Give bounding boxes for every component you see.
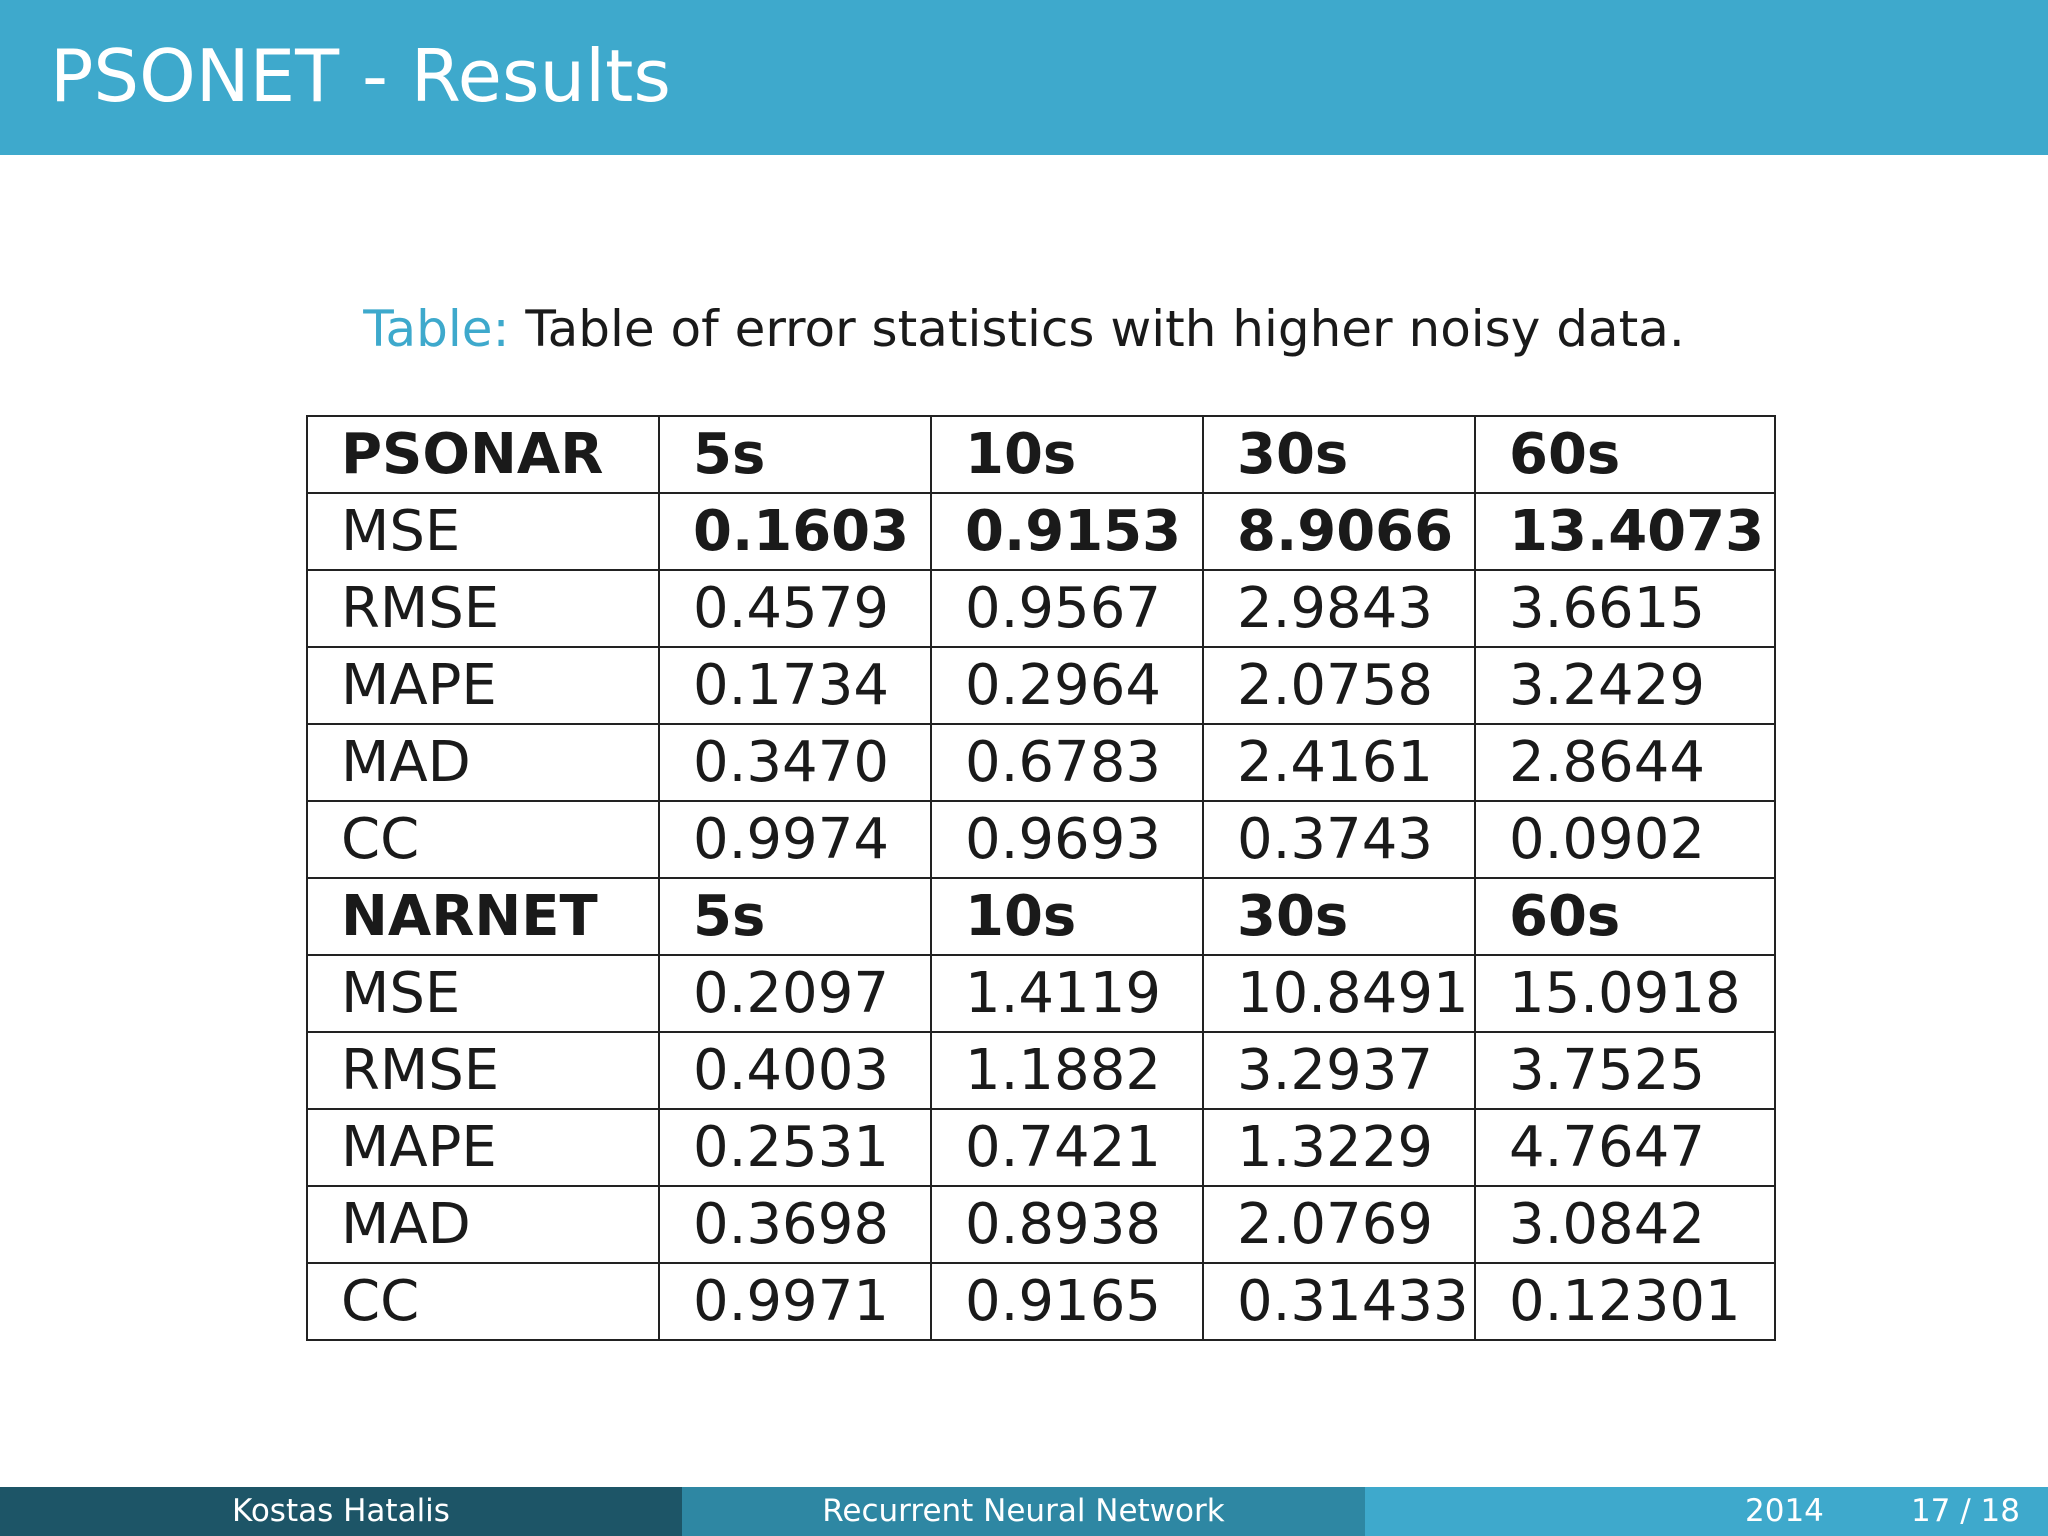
table-cell: 0.6783 — [931, 724, 1203, 801]
table-cell: 2.8644 — [1475, 724, 1775, 801]
table-row — [307, 955, 1775, 1032]
table-cell: 0.3743 — [1203, 801, 1475, 878]
column-header: 10s — [931, 878, 1203, 955]
table-cell: 0.2531 — [659, 1109, 931, 1186]
table-cell: 1.3229 — [1203, 1109, 1475, 1186]
metric-label: MAPE — [307, 647, 659, 724]
table-row — [307, 724, 1775, 801]
table-row — [307, 1032, 1775, 1109]
page-number: 17 / 18 — [1910, 1493, 2020, 1529]
footer-info — [1365, 1487, 2048, 1536]
table-cell: 15.0918 — [1475, 955, 1775, 1032]
table-cell: 0.7421 — [931, 1109, 1203, 1186]
table-cell: 10.8491 — [1203, 955, 1475, 1032]
table-cell: 0.3698 — [659, 1186, 931, 1263]
table-cell: 0.9567 — [931, 570, 1203, 647]
table-cell: 0.9165 — [931, 1263, 1203, 1340]
metric-label: MSE — [307, 493, 659, 570]
table-cell: 0.12301 — [1475, 1263, 1775, 1340]
column-header: 30s — [1203, 878, 1475, 955]
metric-label: CC — [307, 801, 659, 878]
table-row — [307, 1186, 1775, 1263]
table-cell: 3.6615 — [1475, 570, 1775, 647]
metric-label: RMSE — [307, 570, 659, 647]
footer-author: Kostas Hatalis — [0, 1487, 682, 1536]
metric-label: MAD — [307, 724, 659, 801]
table-cell: 2.0769 — [1203, 1186, 1475, 1263]
caption-text: Table of error statistics with higher noisy data. — [525, 300, 1685, 358]
footer-talk-title: Recurrent Neural Network — [682, 1487, 1365, 1536]
section-label: NARNET — [307, 878, 659, 955]
table-cell: 1.1882 — [931, 1032, 1203, 1109]
table-cell: 3.2937 — [1203, 1032, 1475, 1109]
section-label: PSONAR — [307, 416, 659, 493]
table-cell: 2.4161 — [1203, 724, 1475, 801]
column-header: 30s — [1203, 416, 1475, 493]
table-cell: 8.9066 — [1203, 493, 1475, 570]
metric-label: MSE — [307, 955, 659, 1032]
table-cell: 2.0758 — [1203, 647, 1475, 724]
column-header: 10s — [931, 416, 1203, 493]
table-row — [307, 647, 1775, 724]
table-cell: 0.4003 — [659, 1032, 931, 1109]
table-header-row — [307, 416, 1775, 493]
metric-label: RMSE — [307, 1032, 659, 1109]
table-cell: 1.4119 — [931, 955, 1203, 1032]
footer-year: 2014 — [1745, 1493, 1824, 1529]
table-row — [307, 1263, 1775, 1340]
metric-label: CC — [307, 1263, 659, 1340]
table-cell: 0.9693 — [931, 801, 1203, 878]
column-header: 60s — [1475, 878, 1775, 955]
column-header: 60s — [1475, 416, 1775, 493]
table-cell: 2.9843 — [1203, 570, 1475, 647]
table-cell: 0.9974 — [659, 801, 931, 878]
table-cell: 0.4579 — [659, 570, 931, 647]
metric-label: MAPE — [307, 1109, 659, 1186]
table-cell: 0.2097 — [659, 955, 931, 1032]
caption-label: Table: — [363, 300, 510, 358]
table-cell: 3.7525 — [1475, 1032, 1775, 1109]
metric-label: MAD — [307, 1186, 659, 1263]
table-cell: 0.2964 — [931, 647, 1203, 724]
column-header: 5s — [659, 878, 931, 955]
table-row — [307, 570, 1775, 647]
table-cell: 0.1603 — [659, 493, 931, 570]
table-cell: 0.1734 — [659, 647, 931, 724]
slide-header — [0, 0, 2048, 155]
table-row — [307, 1109, 1775, 1186]
table-cell: 3.2429 — [1475, 647, 1775, 724]
table-cell: 0.9971 — [659, 1263, 931, 1340]
table-cell: 0.8938 — [931, 1186, 1203, 1263]
table-cell: 3.0842 — [1475, 1186, 1775, 1263]
table-cell: 4.7647 — [1475, 1109, 1775, 1186]
table-header-row — [307, 878, 1775, 955]
column-header: 5s — [659, 416, 931, 493]
table-cell: 13.4073 — [1475, 493, 1775, 570]
table-cell: 0.9153 — [931, 493, 1203, 570]
table-row — [307, 801, 1775, 878]
table-cell: 0.0902 — [1475, 801, 1775, 878]
slide-footer — [0, 1487, 2048, 1536]
slide-title: PSONET - Results — [50, 34, 671, 118]
error-statistics-table — [306, 415, 1776, 1341]
table-cell: 0.31433 — [1203, 1263, 1475, 1340]
table-cell: 0.3470 — [659, 724, 931, 801]
table-caption — [0, 300, 2048, 358]
table-row — [307, 493, 1775, 570]
